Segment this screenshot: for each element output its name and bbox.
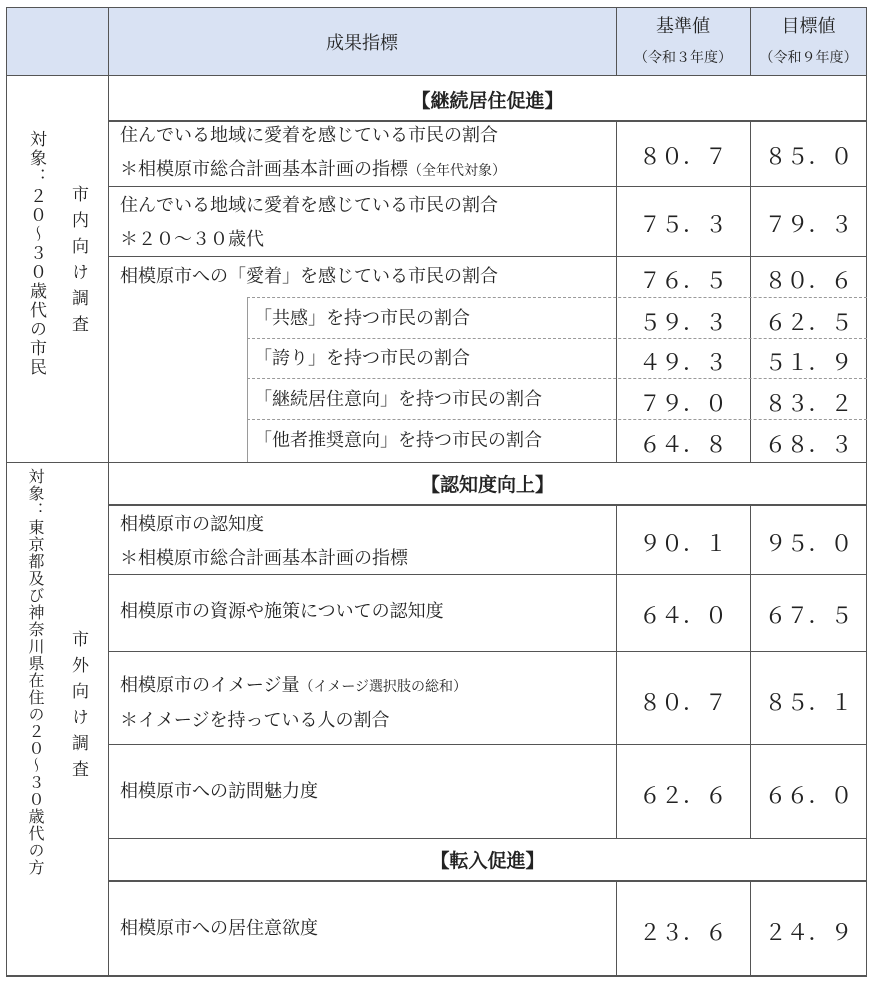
row-3-target: ８０．６: [764, 269, 853, 294]
row-9-base: ６４．０: [638, 604, 727, 629]
row-3-base: ７６．５: [638, 269, 727, 294]
row-5-base: ４９．３: [638, 351, 727, 376]
row-10-base: ８０．７: [638, 691, 727, 716]
row-12-target: ２４．９: [764, 921, 853, 946]
row-7-base: ６４．８: [638, 433, 727, 458]
row-7-target: ６８．３: [764, 433, 853, 458]
col-line-base-s2: [616, 505, 617, 839]
col-line-target-s1: [750, 121, 751, 462]
row-2-line1: 住んでいる地域に愛着を感じている市民の割合: [120, 195, 498, 216]
subrow-left-border: [247, 297, 248, 462]
row-9-target: ６７．５: [764, 604, 853, 629]
header-divider: [6, 75, 867, 76]
frame-left: [6, 7, 7, 977]
row-2-base: ７５．３: [638, 213, 727, 238]
row-1-line2-note: （全年代対象）: [408, 163, 506, 179]
row-sep-10: [108, 744, 867, 745]
row-10-line1-note: （イメージ選択肢の総和）: [299, 679, 468, 695]
col-line-labels: [108, 7, 109, 977]
section2-bottom: [108, 504, 867, 506]
row-11-target: ６６．０: [764, 784, 853, 809]
row-sep-dashed-4: [247, 419, 867, 420]
row-sep-8: [108, 574, 867, 575]
row-9-label: 相模原市の資源や施策についての認知度: [120, 601, 444, 622]
row-10-line1: 相模原市のイメージ量: [120, 675, 300, 696]
frame-top: [6, 7, 867, 8]
row-11-base: ６２．６: [638, 784, 727, 809]
frame-right: [866, 7, 867, 977]
row-sep-dashed-1: [247, 297, 867, 298]
row-12-base: ２３．６: [638, 921, 727, 946]
row-sep-dashed-2: [247, 338, 867, 339]
row-2-target: ７９．３: [764, 213, 853, 238]
col-line-target-top: [750, 7, 751, 75]
frame-bottom: [6, 975, 867, 977]
section3-top: [108, 838, 867, 839]
group1-outer-label: 対象：２０～３０歳代の市民: [26, 130, 46, 377]
group2-outer-label: 対象：東京都及び神奈川県在住の２０～３０歳代の方: [26, 468, 45, 876]
row-8-line1: 相模原市の認知度: [120, 514, 264, 535]
row-sep-9: [108, 651, 867, 652]
row-1-label: [120, 119, 506, 188]
row-6-target: ８３．２: [764, 392, 853, 417]
row-7-label: 「他者推奨意向」を持つ市民の割合: [254, 430, 542, 451]
col-line-target-s3: [750, 881, 751, 976]
section-awareness: 【認知度向上】: [420, 474, 554, 496]
row-2-label: [120, 189, 498, 257]
header-target-sub: （令和９年度）: [759, 50, 858, 66]
row-10-label: [120, 669, 467, 738]
row-5-target: ５１．９: [764, 351, 853, 376]
row-3-label: 相模原市への「愛着」を感じている市民の割合: [120, 266, 498, 287]
row-sep-dashed-3: [247, 378, 867, 379]
section-continuous-residence: 【継続居住促進】: [411, 90, 564, 112]
header-base-sub: （令和３年度）: [634, 50, 732, 66]
section1-bottom: [108, 120, 867, 122]
row-sep-1: [108, 186, 867, 187]
row-8-label: [120, 508, 408, 576]
row-2-line2: ＊２０～３０歳代: [120, 229, 264, 250]
row-1-line1: 住んでいる地域に愛着を感じている市民の割合: [120, 125, 498, 146]
row-8-base: ９０．１: [638, 532, 727, 557]
col-line-base-s3: [616, 881, 617, 976]
group-divider: [6, 462, 867, 463]
row-4-base: ５９．３: [638, 311, 727, 336]
row-8-line2: ＊相模原市総合計画基本計画の指標: [120, 548, 408, 569]
row-5-label: 「誇り」を持つ市民の割合: [254, 348, 470, 369]
row-1-base: ８０．７: [638, 145, 727, 170]
row-sep-2: [108, 256, 867, 257]
row-10-target: ８５．１: [764, 691, 853, 716]
col-line-base-s1: [616, 121, 617, 462]
group2-inner-label: 市外向け調査: [68, 630, 88, 786]
row-4-label: 「共感」を持つ市民の割合: [254, 308, 470, 329]
row-1-target: ８５．０: [764, 145, 853, 170]
col-line-target-s2: [750, 505, 751, 839]
header-base: 基準値: [656, 16, 710, 37]
row-11-label: 相模原市への訪問魅力度: [120, 781, 318, 802]
row-6-label: 「継続居住意向」を持つ市民の割合: [254, 389, 542, 410]
section-moving-in: 【転入促進】: [430, 850, 545, 872]
section3-bottom: [108, 880, 867, 882]
row-8-target: ９５．０: [764, 532, 853, 557]
header-target: 目標値: [781, 16, 836, 37]
row-1-line2: ＊相模原市総合計画基本計画の指標: [120, 159, 408, 180]
col-line-base-top: [616, 7, 617, 75]
row-6-base: ７９．０: [638, 392, 727, 417]
header-indicator: 成果指標: [326, 33, 398, 54]
group1-inner-label: 市内向け調査: [68, 185, 88, 341]
row-12-label: 相模原市への居住意欲度: [120, 918, 318, 939]
row-4-target: ６２．５: [764, 311, 853, 336]
row-10-line2: ＊イメージを持っている人の割合: [120, 710, 390, 731]
